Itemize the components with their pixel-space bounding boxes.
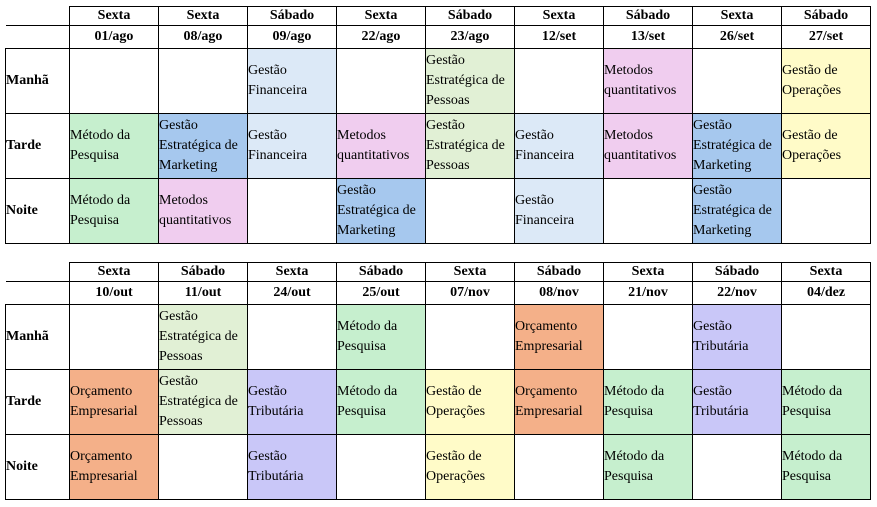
- class-cell: Método da Pesquisa: [782, 370, 871, 435]
- class-cell: [426, 179, 515, 244]
- date-header: 22/ago: [337, 26, 426, 49]
- day-header: Sábado: [337, 263, 426, 282]
- date-header-row: [6, 282, 871, 305]
- date-header: 08/ago: [159, 26, 248, 49]
- class-cell: [426, 305, 515, 370]
- table-row: [6, 179, 871, 244]
- class-cell: Gestão Estratégica de Marketing: [693, 114, 782, 179]
- day-header-row: [6, 263, 871, 282]
- day-header: Sexta: [159, 7, 248, 26]
- day-header-row: [6, 7, 871, 26]
- class-cell: Método da Pesquisa: [604, 370, 693, 435]
- class-cell: Gestão de Operações: [782, 49, 871, 114]
- date-header: 01/ago: [70, 26, 159, 49]
- class-cell: Gestão Estratégica de Pessoas: [159, 370, 248, 435]
- period-label: Tarde: [6, 114, 70, 179]
- class-cell: Método da Pesquisa: [337, 305, 426, 370]
- class-cell: Gestão Tributária: [248, 370, 337, 435]
- class-cell: Metodos quantitativos: [604, 49, 693, 114]
- day-header: Sábado: [159, 263, 248, 282]
- class-cell: [70, 305, 159, 370]
- class-cell: Gestão Estratégica de Marketing: [693, 179, 782, 244]
- date-header: 09/ago: [248, 26, 337, 49]
- date-header: 21/nov: [604, 282, 693, 305]
- class-cell: Método da Pesquisa: [337, 370, 426, 435]
- class-cell: [693, 435, 782, 500]
- date-header: 04/dez: [782, 282, 871, 305]
- day-header: Sexta: [515, 7, 604, 26]
- corner-cell: [6, 7, 70, 26]
- class-cell: Gestão Estratégica de Pessoas: [426, 49, 515, 114]
- day-header: Sábado: [604, 7, 693, 26]
- class-cell: Metodos quantitativos: [604, 114, 693, 179]
- class-cell: [248, 179, 337, 244]
- class-cell: Gestão Estratégica de Marketing: [337, 179, 426, 244]
- date-header: 13/set: [604, 26, 693, 49]
- date-header: 12/set: [515, 26, 604, 49]
- class-cell: Método da Pesquisa: [604, 435, 693, 500]
- class-cell: Gestão Estratégica de Marketing: [159, 114, 248, 179]
- date-header: 27/set: [782, 26, 871, 49]
- class-cell: Orçamento Empresarial: [70, 435, 159, 500]
- period-label: Manhã: [6, 305, 70, 370]
- day-header: Sexta: [70, 263, 159, 282]
- class-cell: [159, 435, 248, 500]
- day-header: Sexta: [604, 263, 693, 282]
- date-header-row: [6, 26, 871, 49]
- table-row: [6, 370, 871, 435]
- class-cell: Gestão de Operações: [782, 114, 871, 179]
- day-header: Sábado: [426, 7, 515, 26]
- class-cell: Gestão Tributária: [248, 435, 337, 500]
- table-row: [6, 114, 871, 179]
- class-cell: Metodos quantitativos: [337, 114, 426, 179]
- class-cell: Gestão Financeira: [248, 49, 337, 114]
- class-cell: [782, 179, 871, 244]
- date-header: 10/out: [70, 282, 159, 305]
- period-label: Noite: [6, 435, 70, 500]
- class-cell: [604, 305, 693, 370]
- schedule-table-aug-sep: [5, 6, 871, 244]
- day-header: Sábado: [693, 263, 782, 282]
- date-header: 22/nov: [693, 282, 782, 305]
- class-cell: Gestão Estratégica de Pessoas: [426, 114, 515, 179]
- day-header: Sexta: [693, 7, 782, 26]
- day-header: Sábado: [782, 7, 871, 26]
- class-cell: Orçamento Empresarial: [515, 305, 604, 370]
- period-label: Tarde: [6, 370, 70, 435]
- class-cell: Método da Pesquisa: [70, 179, 159, 244]
- day-header: Sexta: [426, 263, 515, 282]
- date-header: 24/out: [248, 282, 337, 305]
- table-row: [6, 435, 871, 500]
- date-header: 07/nov: [426, 282, 515, 305]
- class-cell: [248, 305, 337, 370]
- day-header: Sábado: [515, 263, 604, 282]
- day-header: Sábado: [248, 7, 337, 26]
- table-row: [6, 49, 871, 114]
- corner-cell: [6, 263, 70, 282]
- day-header: Sexta: [70, 7, 159, 26]
- class-cell: [515, 435, 604, 500]
- period-label: Manhã: [6, 49, 70, 114]
- class-cell: [159, 49, 248, 114]
- day-header: Sexta: [337, 7, 426, 26]
- class-cell: [515, 49, 604, 114]
- class-cell: Gestão Financeira: [515, 114, 604, 179]
- corner-cell: [6, 26, 70, 49]
- schedule-table-oct-dec: [5, 262, 871, 500]
- class-cell: [337, 49, 426, 114]
- corner-cell: [6, 282, 70, 305]
- class-cell: Gestão Financeira: [515, 179, 604, 244]
- date-header: 08/nov: [515, 282, 604, 305]
- date-header: 25/out: [337, 282, 426, 305]
- class-cell: Método da Pesquisa: [70, 114, 159, 179]
- class-cell: Gestão Tributária: [693, 305, 782, 370]
- day-header: Sexta: [782, 263, 871, 282]
- date-header: 26/set: [693, 26, 782, 49]
- class-cell: Gestão Financeira: [248, 114, 337, 179]
- class-cell: Gestão Estratégica de Pessoas: [159, 305, 248, 370]
- class-cell: Gestão de Operações: [426, 370, 515, 435]
- period-label: Noite: [6, 179, 70, 244]
- class-cell: [604, 179, 693, 244]
- class-cell: [782, 305, 871, 370]
- class-cell: [70, 49, 159, 114]
- class-cell: Orçamento Empresarial: [70, 370, 159, 435]
- class-cell: Orçamento Empresarial: [515, 370, 604, 435]
- day-header: Sexta: [248, 263, 337, 282]
- class-cell: Gestão de Operações: [426, 435, 515, 500]
- class-cell: [337, 435, 426, 500]
- class-cell: [693, 49, 782, 114]
- table-row: [6, 305, 871, 370]
- class-cell: Metodos quantitativos: [159, 179, 248, 244]
- date-header: 23/ago: [426, 26, 515, 49]
- class-cell: Método da Pesquisa: [782, 435, 871, 500]
- class-cell: Gestão Tributária: [693, 370, 782, 435]
- date-header: 11/out: [159, 282, 248, 305]
